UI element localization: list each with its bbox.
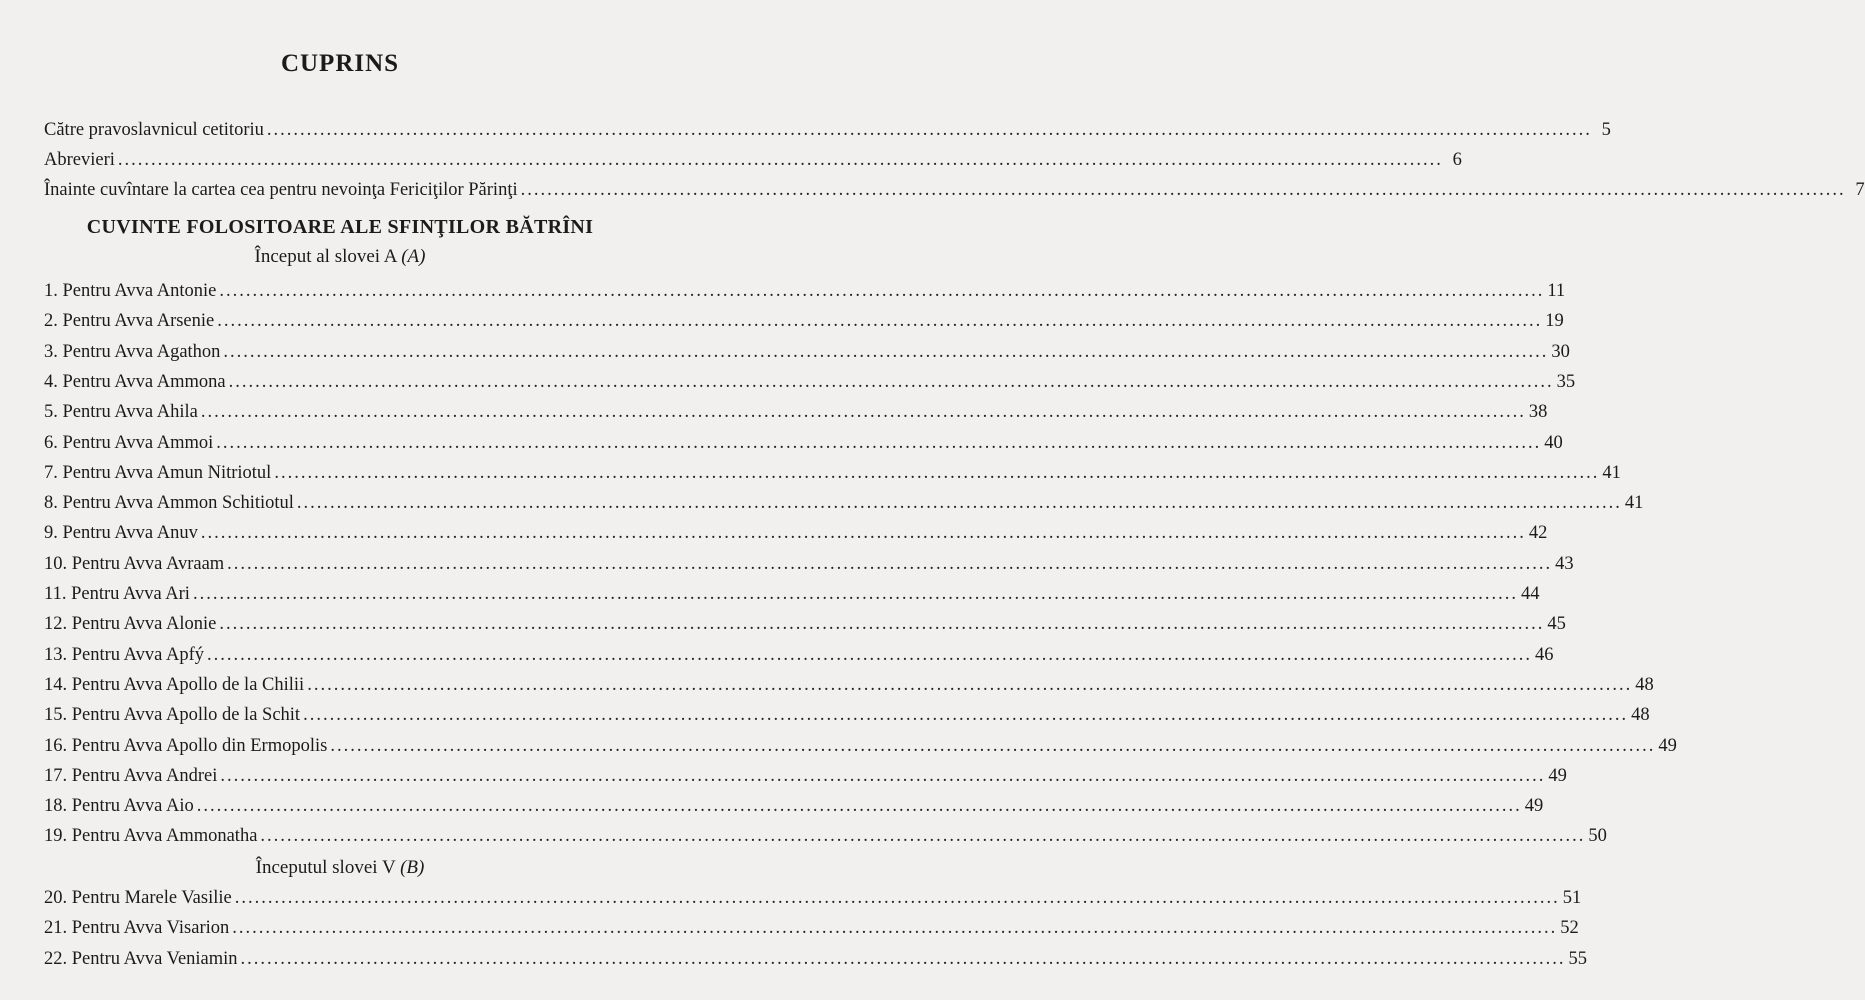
toc-entry-page: 42 <box>1528 523 1548 544</box>
toc-entry-page: 5 <box>1601 120 1611 140</box>
toc-entry <box>44 763 1567 789</box>
toc-entry-label: 17. Pentru Avva Andrei <box>44 765 218 786</box>
toc-entry <box>44 177 1865 203</box>
toc-entry-page: 45 <box>1547 614 1566 635</box>
toc-entry-page: 48 <box>1635 674 1654 695</box>
toc-entry-page: 41 <box>1602 462 1621 483</box>
toc-entry-label: 10. Pentru Avva Avraam <box>44 553 225 574</box>
toc-entry-page: 6 <box>1452 150 1462 170</box>
toc-entry-page: 40 <box>1544 432 1563 453</box>
toc-entry-page: 38 <box>1528 402 1548 423</box>
toc-entry-page: 50 <box>1588 826 1607 847</box>
toc-entry-label: 14. Pentru Avva Apollo de la Chilii <box>44 674 305 695</box>
toc-entry <box>44 885 1582 911</box>
toc-entry <box>44 460 1621 486</box>
toc-entry <box>44 339 1570 365</box>
dot-leader: ........................................................................................................................................................................................................ <box>303 705 1629 726</box>
toc-entry-label: 3. Pentru Avva Agathon <box>44 341 221 362</box>
toc-entry-page: 49 <box>1658 735 1677 756</box>
toc-entry-label: 13. Pentru Avva Apfý <box>44 644 204 665</box>
toc-entry-label: Abrevieri <box>44 150 115 170</box>
toc-entry-page: 55 <box>1568 948 1588 969</box>
toc-entry <box>44 278 1566 304</box>
toc-entry-label: 21. Pentru Avva Visarion <box>44 918 230 939</box>
toc-entry <box>44 946 1588 972</box>
dot-leader: ........................................................................................................................................................................................................ <box>206 644 1532 665</box>
toc-entry-label: 16. Pentru Avva Apollo din Ermopolis <box>44 735 328 756</box>
section-title: CUVINTE FOLOSITOARE ALE SFINŢILOR BĂTRÎNI <box>86 216 594 238</box>
dot-leader: ........................................................................................................................................................................................................ <box>234 888 1560 908</box>
toc-entry-label: 6. Pentru Avva Ammoi <box>44 432 214 453</box>
toc-entry-page: 43 <box>1555 553 1574 574</box>
dot-leader: ........................................................................................................................................................................................................ <box>260 826 1586 847</box>
dot-leader: ........................................................................................................................................................................................................ <box>216 432 1542 453</box>
toc-entry-page: 44 <box>1520 584 1540 604</box>
dot-leader: ........................................................................................................................................................................................................ <box>266 120 1592 140</box>
dot-leader: ........................................................................................................................................................................................................ <box>219 614 1545 635</box>
toc-entry <box>44 490 1644 516</box>
toc-entry-page: 19 <box>1545 311 1564 332</box>
dot-leader: ........................................................................................................................................................................................................ <box>196 796 1522 817</box>
dot-leader: ........................................................................................................................................................................................................ <box>240 948 1566 969</box>
toc-entry-page: 49 <box>1548 765 1567 786</box>
toc-entry-label: 18. Pentru Avva Aio <box>44 796 194 817</box>
toc-entry-page: 35 <box>1556 371 1576 392</box>
toc-entry-label: 20. Pentru Marele Vasilie <box>44 888 232 908</box>
subsection-a-letter: (A) <box>401 246 426 267</box>
toc-entry-page: 49 <box>1524 796 1544 817</box>
toc-entry-label: 7. Pentru Avva Amun Nitriotul <box>44 462 272 483</box>
toc-entry-label: 9. Pentru Avva Anuv <box>44 523 198 544</box>
toc-entry <box>44 399 1548 425</box>
toc-entry <box>44 551 1574 577</box>
toc-entry <box>44 642 1554 668</box>
toc-entry <box>44 611 1566 637</box>
toc-entry-page: 48 <box>1631 705 1650 726</box>
toc-entry <box>44 430 1563 456</box>
toc-entry-page: 11 <box>1547 281 1566 301</box>
subsection-heading-b <box>0 857 680 879</box>
subsection-a-text: Început al slovei A <box>254 246 402 267</box>
subsection-heading-a <box>0 246 680 268</box>
toc-entry <box>44 915 1579 941</box>
dot-leader: ........................................................................................................................................................................................................ <box>228 371 1554 392</box>
dot-leader: ........................................................................................................................................................................................................ <box>296 493 1622 514</box>
toc-entry <box>44 147 1462 173</box>
toc-entry <box>44 369 1576 395</box>
dot-leader: ........................................................................................................................................................................................................ <box>232 918 1558 939</box>
toc-entry-page: 51 <box>1562 888 1582 908</box>
dot-leader: ........................................................................................................................................................................................................ <box>219 281 1545 301</box>
toc-entry-label: Către pravoslavnicul cetitoriu <box>44 120 264 140</box>
toc-entry-page: 30 <box>1551 341 1570 362</box>
toc-entry-page: 41 <box>1624 493 1644 514</box>
toc-entry-label: 8. Pentru Avva Ammon Schitiotul <box>44 493 294 514</box>
toc-entry <box>44 733 1677 759</box>
toc-entry <box>44 702 1650 728</box>
dot-leader: ........................................................................................................................................................................................................ <box>217 311 1543 332</box>
toc-entry-label: 4. Pentru Avva Ammona <box>44 371 226 392</box>
dot-leader: ........................................................................................................................................................................................................ <box>200 523 1526 544</box>
toc-entry-label: 15. Pentru Avva Apollo de la Schit <box>44 705 301 726</box>
toc-entry-label: 5. Pentru Avva Ahila <box>44 402 198 423</box>
toc-entry <box>44 581 1540 607</box>
toc-entry <box>44 308 1564 334</box>
dot-leader: ........................................................................................................................................................................................................ <box>227 553 1553 574</box>
dot-leader: ........................................................................................................................................................................................................ <box>307 674 1633 695</box>
dot-leader: ........................................................................................................................................................................................................ <box>220 765 1546 786</box>
dot-leader: ........................................................................................................................................................................................................ <box>274 462 1600 483</box>
toc-entry-label: 22. Pentru Avva Veniamin <box>44 948 238 969</box>
dot-leader: ........................................................................................................................................................................................................ <box>117 150 1443 170</box>
dot-leader: ........................................................................................................................................................................................................ <box>223 341 1549 362</box>
toc-entry <box>44 520 1548 546</box>
dot-leader: ........................................................................................................................................................................................................ <box>330 735 1656 756</box>
dot-leader: ........................................................................................................................................................................................................ <box>200 402 1526 423</box>
dot-leader: ........................................................................................................................................................................................................ <box>192 584 1518 604</box>
toc-entry-label: 12. Pentru Avva Alonie <box>44 614 217 635</box>
page-title: CUPRINS <box>280 50 400 77</box>
toc-entry-label: Înainte cuvîntare la cartea cea pentru nevoinţa Fericiţilor Părinţi <box>44 180 518 200</box>
dot-leader: ........................................................................................................................................................................................................ <box>520 180 1846 200</box>
toc-entry-label: 2. Pentru Avva Arsenie <box>44 311 215 332</box>
toc-entry-label: 19. Pentru Avva Ammonatha <box>44 826 258 847</box>
toc-entry-page: 52 <box>1560 918 1579 939</box>
toc-entry-label: 1. Pentru Avva Antonie <box>44 281 217 301</box>
toc-entry <box>44 823 1607 849</box>
toc-entry <box>44 672 1654 698</box>
toc-entry-page: 46 <box>1534 644 1554 665</box>
toc-entry <box>44 793 1544 819</box>
subsection-b-text: Începutul slovei V <box>255 857 401 878</box>
toc-entry-label: 11. Pentru Avva Ari <box>44 584 190 604</box>
toc-entry-page: 7 <box>1855 180 1865 200</box>
toc-entry <box>44 117 1611 143</box>
subsection-b-letter: (B) <box>400 857 425 878</box>
